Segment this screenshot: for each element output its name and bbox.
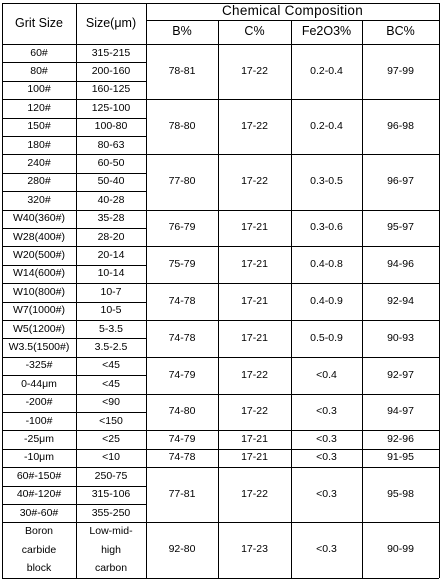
size-cell: 50-40 xyxy=(97,175,125,188)
c-percent-cell: 17-21 xyxy=(241,433,268,446)
grid-line-vertical xyxy=(76,3,77,578)
fe2o3-percent-cell: 0.2-0.4 xyxy=(310,120,343,133)
grit-size-cell: 60#-150# xyxy=(16,469,62,482)
grit-size-cell: W5(1200#) xyxy=(13,322,65,335)
fe2o3-percent-cell: <0.3 xyxy=(316,488,337,501)
header-grit-size: Grit Size xyxy=(15,15,63,30)
b-percent-cell: 74-78 xyxy=(168,295,196,308)
header-b-percent: B% xyxy=(172,24,192,39)
c-percent-cell: 17-22 xyxy=(241,488,268,501)
bc-percent-cell: 92-97 xyxy=(387,368,414,381)
size-cell: 160-125 xyxy=(91,83,131,96)
bc-percent-cell: 90-93 xyxy=(387,331,414,344)
fe2o3-percent-cell: <0.3 xyxy=(316,433,337,446)
grid-line-vertical xyxy=(362,20,363,578)
b-percent-cell: 75-79 xyxy=(168,258,196,271)
bc-percent-cell: 97-99 xyxy=(387,65,414,78)
bc-percent-cell: 95-97 xyxy=(387,221,414,234)
grit-size-cell: 240# xyxy=(27,157,51,170)
grid-line-vertical xyxy=(146,3,147,578)
c-percent-cell: 17-21 xyxy=(241,295,268,308)
size-cell: 355-250 xyxy=(91,506,131,519)
grit-size-cell: 180# xyxy=(27,138,51,151)
grit-size-cell: 30#-60# xyxy=(19,506,59,519)
grit-size-cell: 120# xyxy=(27,101,51,114)
bc-percent-cell: 92-94 xyxy=(387,295,414,308)
bc-percent-cell: 94-97 xyxy=(387,405,414,418)
fe2o3-percent-cell: <0.3 xyxy=(316,543,337,556)
size-cell: <25 xyxy=(102,433,120,446)
size-cell: 200-160 xyxy=(91,65,131,78)
fe2o3-percent-cell: 0.5-0.9 xyxy=(310,331,343,344)
size-cell: 250-75 xyxy=(94,469,128,482)
b-percent-cell: 92-80 xyxy=(168,543,196,556)
grit-size-cell: 40#-120# xyxy=(16,488,62,501)
grit-size-cell-block-line: Boron xyxy=(24,525,54,538)
grit-size-cell: -25μm xyxy=(24,433,54,446)
grid-line-horizontal xyxy=(2,3,439,4)
header-size: Size(μm) xyxy=(85,15,137,30)
size-cell: 3.5-2.5 xyxy=(94,341,128,354)
bc-percent-cell: 96-98 xyxy=(387,120,414,133)
grid-line-vertical xyxy=(218,20,219,578)
size-cell: 10-7 xyxy=(100,285,122,298)
header-bc-percent: BC% xyxy=(386,24,415,39)
size-cell: 10-14 xyxy=(97,267,125,280)
b-percent-cell: 74-79 xyxy=(168,368,196,381)
grit-size-cell: W7(1000#) xyxy=(13,304,65,317)
grit-size-cell: -100# xyxy=(25,414,53,427)
size-cell: 315-106 xyxy=(91,488,131,501)
grit-size-cell: W10(800#) xyxy=(13,285,65,298)
size-cell: 80-63 xyxy=(97,138,125,151)
bc-percent-cell: 94-96 xyxy=(387,258,414,271)
grit-size-cell: W28(400#) xyxy=(13,230,65,243)
grit-size-cell: 80# xyxy=(30,65,48,78)
b-percent-cell: 74-78 xyxy=(168,451,196,464)
header-chemical-composition: Chemical Composition xyxy=(221,3,364,19)
grit-size-cell-block-line: block xyxy=(26,562,52,575)
grit-size-cell: 280# xyxy=(27,175,51,188)
c-percent-cell: 17-21 xyxy=(241,221,268,234)
grit-size-cell: W20(500#) xyxy=(13,249,65,262)
bc-percent-cell: 91-95 xyxy=(387,451,414,464)
c-percent-cell: 17-22 xyxy=(241,65,268,78)
size-cell: 28-20 xyxy=(97,230,125,243)
grit-size-cell: W40(360#) xyxy=(13,212,65,225)
b-percent-cell: 76-79 xyxy=(168,221,196,234)
header-fe2o3-percent: Fe2O3% xyxy=(301,24,352,39)
b-percent-cell: 74-78 xyxy=(168,331,196,344)
grid-line-horizontal xyxy=(146,20,439,21)
c-percent-cell: 17-23 xyxy=(241,543,268,556)
size-cell: 125-100 xyxy=(91,101,131,114)
c-percent-cell: 17-21 xyxy=(241,451,268,464)
grid-line-horizontal xyxy=(2,578,439,579)
size-cell: <10 xyxy=(102,451,120,464)
grit-size-cell: 60# xyxy=(30,46,48,59)
fe2o3-percent-cell: 0.4-0.8 xyxy=(310,258,343,271)
grit-size-cell: -200# xyxy=(25,396,53,409)
grit-size-cell: 320# xyxy=(27,193,51,206)
size-cell: 100-80 xyxy=(94,120,128,133)
bc-percent-cell: 95-98 xyxy=(387,488,414,501)
fe2o3-percent-cell: <0.3 xyxy=(316,451,337,464)
size-cell: <90 xyxy=(102,396,120,409)
size-cell: 20-14 xyxy=(97,249,125,262)
grid-line-vertical xyxy=(291,20,292,578)
fe2o3-percent-cell: <0.4 xyxy=(316,368,337,381)
fe2o3-percent-cell: 0.2-0.4 xyxy=(310,65,343,78)
size-cell: <150 xyxy=(99,414,123,427)
size-cell: 35-28 xyxy=(97,212,125,225)
fe2o3-percent-cell: 0.4-0.9 xyxy=(310,295,343,308)
grit-size-cell: -10μm xyxy=(24,451,54,464)
size-cell: 60-50 xyxy=(97,157,125,170)
grit-size-cell: 150# xyxy=(27,120,51,133)
c-percent-cell: 17-22 xyxy=(241,175,268,188)
grit-size-cell: 100# xyxy=(27,83,51,96)
size-cell: 315-215 xyxy=(91,46,131,59)
grit-size-cell: W3.5(1500#) xyxy=(8,341,70,354)
c-percent-cell: 17-21 xyxy=(241,258,268,271)
bc-percent-cell: 96-97 xyxy=(387,175,414,188)
size-cell-block-line: Low-mid- xyxy=(89,525,133,538)
b-percent-cell: 77-80 xyxy=(168,175,196,188)
c-percent-cell: 17-22 xyxy=(241,405,268,418)
header-c-percent: C% xyxy=(244,24,265,39)
size-cell-block-line: high xyxy=(101,543,121,556)
size-cell: 40-28 xyxy=(97,193,125,206)
size-cell: 5-3.5 xyxy=(99,322,123,335)
b-percent-cell: 78-80 xyxy=(168,120,196,133)
grit-size-cell-block xyxy=(2,522,76,577)
grit-size-cell: 0-44μm xyxy=(21,377,57,390)
grit-size-cell: W14(600#) xyxy=(13,267,65,280)
fe2o3-percent-cell: 0.3-0.5 xyxy=(310,175,343,188)
b-percent-cell: 77-81 xyxy=(168,488,196,501)
grid-line-vertical xyxy=(2,3,3,578)
size-cell: 10-5 xyxy=(100,304,122,317)
grid-line-vertical xyxy=(439,3,440,578)
bc-percent-cell: 92-96 xyxy=(387,433,414,446)
b-percent-cell: 74-80 xyxy=(168,405,196,418)
b-percent-cell: 78-81 xyxy=(168,65,196,78)
fe2o3-percent-cell: 0.3-0.6 xyxy=(310,221,343,234)
c-percent-cell: 17-22 xyxy=(241,120,268,133)
size-cell: <45 xyxy=(102,377,120,390)
size-cell-block-line: carbon xyxy=(94,562,128,575)
grit-size-cell: -325# xyxy=(25,359,53,372)
b-percent-cell: 74-79 xyxy=(168,433,196,446)
c-percent-cell: 17-21 xyxy=(241,331,268,344)
size-cell-block xyxy=(76,522,146,577)
grit-size-cell-block-line: carbide xyxy=(21,543,57,556)
bc-percent-cell: 90-99 xyxy=(387,543,414,556)
c-percent-cell: 17-22 xyxy=(241,368,268,381)
fe2o3-percent-cell: <0.3 xyxy=(316,405,337,418)
size-cell: <45 xyxy=(102,359,120,372)
